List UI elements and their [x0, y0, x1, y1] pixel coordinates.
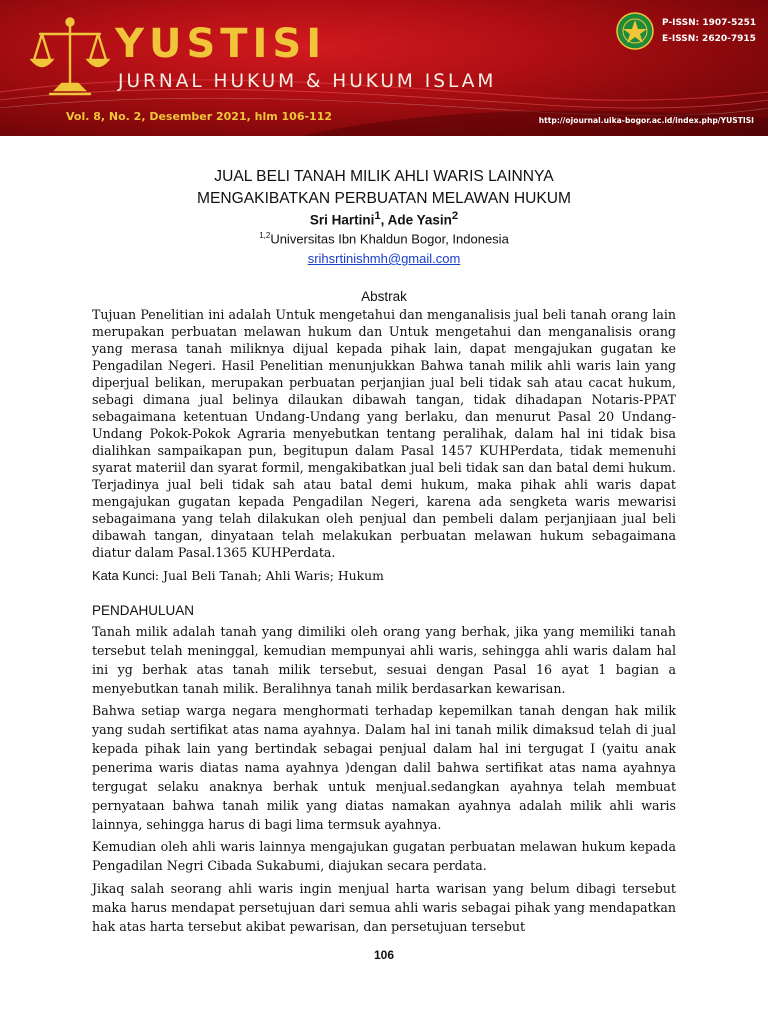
- affiliation-mark: 1,2: [259, 231, 271, 240]
- body-paragraph: Bahwa setiap warga negara menghormati terhadap kepemilkan tanah dengan hak milik yang sudah sertifikat atas nama ayahnya. Dalam hal ini tanah milik dimaksud telah di jual kepada pihak lain yang bertindak sebagai penjual dalam hal ini tergugat I (yaitu anak penerima waris diatas nama ayahnya )dengan dalil bahwa sertifikat atas nama ayahnya tergugat selaku anaknya berhak untuk menjual.sedangkan ayahnya telah membuat pernyataan bahwa tanah milik yang diatas namakan ayahnya adalah milik ahli waris lainnya, sehingga harus di bagi lima termsuk ayahnya.: [92, 703, 676, 832]
- email-link[interactable]: srihsrtinishmh@gmail.com: [307, 251, 461, 266]
- issn-block: [662, 15, 756, 47]
- article-title-line-1: JUAL BELI TANAH MILIK AHLI WARIS LAINNYA: [214, 168, 554, 185]
- journal-url-link[interactable]: http://ojournal.uika-bogor.ac.id/index.php/YUSTISI: [538, 116, 754, 125]
- keywords: [92, 568, 384, 583]
- scales-of-justice-icon: [30, 14, 110, 98]
- section-heading-introduction: PENDAHULUAN: [92, 603, 195, 618]
- journal-header-banner: [0, 0, 768, 136]
- abstract-text: Tujuan Penelitian ini adalah Untuk mengetahui dan menganalisis jual beli tanah orang lain merupakan perbuatan melawan hukum dan Untuk mengetahui dan menganalisis orang yang merasa tanah miliknya dijual kepada pihak lain, dapat mengajukan gugatan ke Pengadilan Negeri. Hasil Penelitian menunjukkan Bahwa tanah milik ahli waris lain yang diperjual belikan, merupakan perbuatan perjanjian jual beli tidak sah atau cacat hukum, sebagi dimana jual belinya dilaukan dibawah tangan, tidak dihadapan Notaris-PPAT sebagaimana ketentuan Undang-Undang yang berlaku, dan menurut Pasal 20 Undang-Undang Pokok-Pokok Agraria menyebutkan tentang peralihak, dalam hal ini tidak bisa dialihkan sampaikapan pun, begitupun dalam Pasal 1457 KUHPerdata, tidak memenuhi syarat materiil dan syarat formil, mengakibatkan jual beli tidak san dan batal demi hukum. Terjadinya jual beli tidak sah atau batal demi hukum, maka pihak ahli waris dapat mengajukan gugatan kepada Pengadilan Negeri, karena ada sengketa waris mewarisi sebagaimana yang telah dilakukan oleh penjual dan pembeli dalam perjanjiaan jual beli dibawah tangan, dinyataan telah melakukan perbuatan melawan hukum sebagaimana diatur dalam Pasal.1365 KUHPerdata.: [92, 307, 676, 560]
- journal-subtitle: JURNAL HUKUM & HUKUM ISLAM: [118, 71, 497, 92]
- author-affiliation-mark: 2: [451, 210, 459, 222]
- author-affiliation-mark: 1: [374, 210, 381, 222]
- author-affiliation: [0, 231, 768, 246]
- body-paragraph: Kemudian oleh ahli waris lainnya mengajukan gugatan perbuatan melawan hukum kepada Pengadilan Negri Cibada Sukabumi, diajukan secara perdata.: [92, 839, 676, 873]
- keywords-label: Kata Kunci: [92, 568, 155, 583]
- article-authors: [0, 210, 768, 228]
- page-number: 106: [373, 948, 395, 962]
- keywords-text: : Jual Beli Tanah; Ahli Waris; Hukum: [154, 568, 384, 583]
- body-paragraph: Jikaq salah seorang ahli waris ingin menjual harta warisan yang belum dibagi tersebut maka harus mendapat persetujuan dari semua ahli waris sebagai pihak yang mendapatkan hak atas harta tersebut akibat pewarisan, dan persetujuan tersebut: [92, 881, 676, 934]
- article-title: [0, 166, 768, 210]
- abstract-heading: Abstrak: [361, 289, 407, 304]
- author-separator: ,: [380, 212, 388, 228]
- author-email: [0, 251, 768, 266]
- author-name: Sri Hartini: [309, 212, 375, 228]
- p-issn: P-ISSN: 1907-5251: [662, 18, 757, 28]
- author-name: Ade Yasin: [387, 212, 452, 228]
- university-emblem-icon: [616, 12, 654, 50]
- article-title-line-2: MENGAKIBATKAN PERBUATAN MELAWAN HUKUM: [196, 190, 571, 207]
- affiliation-text: Universitas Ibn Khaldun Bogor, Indonesia: [270, 231, 509, 247]
- e-issn: E-ISSN: 2620-7915: [662, 34, 756, 44]
- body-paragraph: Tanah milik adalah tanah yang dimiliki oleh orang yang berhak, jika yang memiliki tanah tersebut telah meninggal, kemudian mempunyai ahli waris, sehingga ahli waris dalam hal ini yg berhak atas tanah milik tersebut, sesuai dengan Pasal 16 ayat 1 bagian a menyebutkan tanah milik. Beralihnya tanah milik berdasarkan kewarisan.: [92, 624, 676, 696]
- volume-info: Vol. 8, No. 2, Desember 2021, hlm 106-112: [66, 110, 332, 123]
- journal-name: YUSTISI: [115, 21, 327, 67]
